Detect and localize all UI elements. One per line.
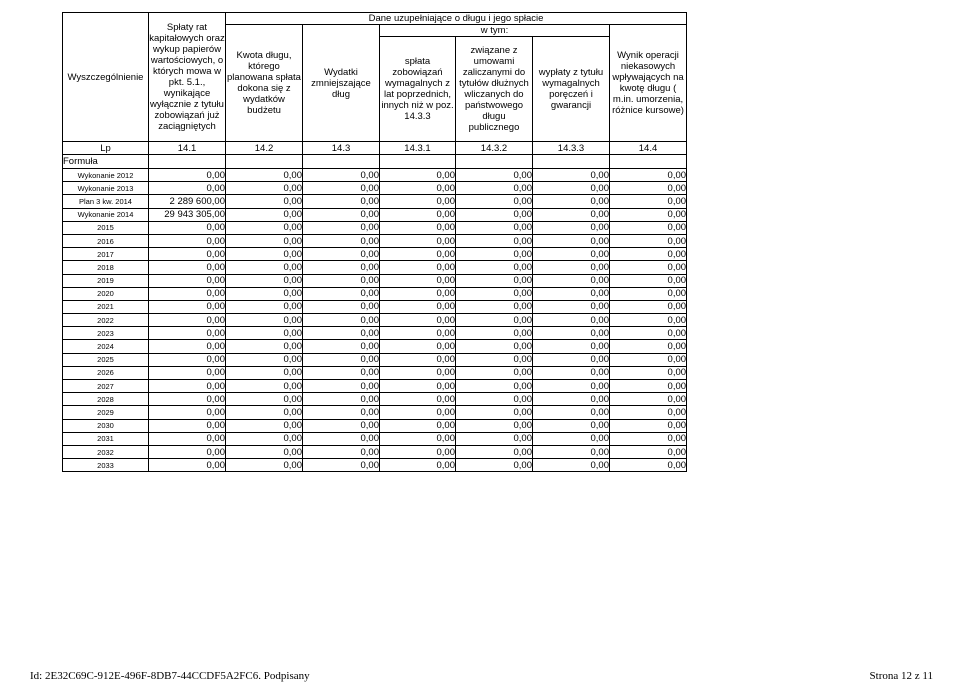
value-cell: 0,00: [533, 300, 610, 313]
value-cell: 0,00: [533, 182, 610, 195]
value-cell: 0,00: [303, 459, 380, 472]
row-label: 2023: [63, 327, 149, 340]
value-cell: 0,00: [226, 393, 303, 406]
value-cell: 0,00: [380, 366, 456, 379]
row-label: Wykonanie 2012: [63, 169, 149, 182]
value-cell: 0,00: [533, 340, 610, 353]
value-cell: 29 943 305,00: [149, 208, 226, 221]
value-cell: 0,00: [610, 459, 687, 472]
table-row: [63, 208, 687, 221]
header-14-4: Wynik operacji niekasowych wpływających na kwotę długu ( m.in. umorzenia, różnice kursowe): [610, 25, 687, 142]
value-cell: 0,00: [303, 406, 380, 419]
value-cell: 0,00: [610, 314, 687, 327]
row-label: 2031: [63, 432, 149, 445]
value-cell: 0,00: [226, 300, 303, 313]
value-cell: 0,00: [610, 406, 687, 419]
value-cell: 0,00: [610, 195, 687, 208]
value-cell: 0,00: [610, 380, 687, 393]
lp-code: 14.2: [226, 142, 303, 155]
value-cell: 0,00: [303, 287, 380, 300]
value-cell: 0,00: [610, 248, 687, 261]
value-cell: 0,00: [226, 287, 303, 300]
formula-cell: [380, 155, 456, 169]
value-cell: 0,00: [149, 459, 226, 472]
value-cell: 0,00: [380, 432, 456, 445]
table-row: [63, 393, 687, 406]
value-cell: 0,00: [610, 221, 687, 234]
value-cell: 0,00: [380, 195, 456, 208]
value-cell: 0,00: [456, 221, 533, 234]
table-row: [63, 327, 687, 340]
value-cell: 0,00: [303, 393, 380, 406]
row-label: 2020: [63, 287, 149, 300]
value-cell: 0,00: [226, 274, 303, 287]
value-cell: 0,00: [303, 353, 380, 366]
value-cell: 0,00: [380, 300, 456, 313]
value-cell: 0,00: [456, 432, 533, 445]
value-cell: 0,00: [226, 380, 303, 393]
value-cell: 0,00: [380, 340, 456, 353]
value-cell: 0,00: [456, 327, 533, 340]
value-cell: 0,00: [533, 432, 610, 445]
value-cell: 0,00: [226, 406, 303, 419]
value-cell: 0,00: [456, 261, 533, 274]
value-cell: 0,00: [226, 459, 303, 472]
value-cell: 0,00: [380, 287, 456, 300]
value-cell: 0,00: [533, 393, 610, 406]
row-label: 2033: [63, 459, 149, 472]
value-cell: 0,00: [456, 419, 533, 432]
row-label: 2027: [63, 380, 149, 393]
value-cell: 0,00: [226, 182, 303, 195]
value-cell: 0,00: [303, 182, 380, 195]
super-header: Dane uzupełniające o długu i jego spłacie: [226, 13, 687, 25]
row-label: 2026: [63, 366, 149, 379]
value-cell: 0,00: [149, 261, 226, 274]
header-14-3-2: związane z umowami zaliczanymi do tytułów dłużnych wliczanych do państwowego długu publicznego: [456, 37, 533, 142]
value-cell: 0,00: [303, 261, 380, 274]
row-label: 2019: [63, 274, 149, 287]
value-cell: 0,00: [533, 366, 610, 379]
value-cell: 0,00: [380, 261, 456, 274]
value-cell: 0,00: [149, 340, 226, 353]
table-row: [63, 380, 687, 393]
value-cell: 0,00: [149, 353, 226, 366]
value-cell: 0,00: [533, 406, 610, 419]
value-cell: 0,00: [226, 419, 303, 432]
value-cell: 0,00: [303, 419, 380, 432]
value-cell: 0,00: [226, 366, 303, 379]
table-row: [63, 366, 687, 379]
row-label: 2018: [63, 261, 149, 274]
value-cell: 0,00: [380, 182, 456, 195]
super-header-row: [63, 13, 687, 25]
table-row: [63, 248, 687, 261]
formula-cell: [456, 155, 533, 169]
value-cell: 0,00: [149, 248, 226, 261]
table-row: [63, 300, 687, 313]
value-cell: 0,00: [149, 300, 226, 313]
value-cell: 0,00: [149, 274, 226, 287]
value-cell: 0,00: [303, 300, 380, 313]
header-14-2: Kwota długu, którego planowana spłata dokona się z wydatków budżetu: [226, 25, 303, 142]
table-body: [63, 13, 687, 472]
formula-cell: [610, 155, 687, 169]
table-row: [63, 432, 687, 445]
formula-cell: [303, 155, 380, 169]
value-cell: 0,00: [226, 234, 303, 247]
value-cell: 0,00: [610, 419, 687, 432]
lp-code: 14.3.3: [533, 142, 610, 155]
value-cell: 0,00: [226, 432, 303, 445]
value-cell: 0,00: [533, 208, 610, 221]
row-label: 2017: [63, 248, 149, 261]
formula-cell: [149, 155, 226, 169]
value-cell: 0,00: [226, 314, 303, 327]
row-label: 2022: [63, 314, 149, 327]
table-row: [63, 287, 687, 300]
debt-data-table: [62, 12, 687, 472]
value-cell: 0,00: [380, 208, 456, 221]
value-cell: 0,00: [456, 340, 533, 353]
sub-header-w-tym: w tym:: [380, 25, 610, 37]
value-cell: 0,00: [610, 300, 687, 313]
value-cell: 0,00: [456, 300, 533, 313]
value-cell: 0,00: [303, 195, 380, 208]
header-14-1: Spłaty rat kapitałowych oraz wykup papierów wartościowych, o których mowa w pkt. 5.1., wynikające wyłącznie z tytułu zobowiązań już zaciągniętych: [149, 13, 226, 142]
value-cell: 0,00: [456, 445, 533, 458]
value-cell: 0,00: [226, 248, 303, 261]
value-cell: 0,00: [303, 208, 380, 221]
value-cell: 0,00: [380, 419, 456, 432]
value-cell: 0,00: [456, 366, 533, 379]
value-cell: 0,00: [456, 169, 533, 182]
lp-code: 14.1: [149, 142, 226, 155]
value-cell: 0,00: [226, 445, 303, 458]
value-cell: 0,00: [610, 208, 687, 221]
value-cell: 0,00: [380, 221, 456, 234]
value-cell: 0,00: [456, 393, 533, 406]
value-cell: 0,00: [380, 353, 456, 366]
value-cell: 0,00: [610, 274, 687, 287]
value-cell: 0,00: [610, 445, 687, 458]
value-cell: 0,00: [303, 445, 380, 458]
value-cell: 0,00: [149, 234, 226, 247]
value-cell: 0,00: [303, 380, 380, 393]
value-cell: 0,00: [149, 380, 226, 393]
value-cell: 0,00: [226, 221, 303, 234]
formula-row: [63, 155, 687, 169]
value-cell: 0,00: [533, 445, 610, 458]
row-label: 2015: [63, 221, 149, 234]
value-cell: 0,00: [149, 169, 226, 182]
row-label: 2028: [63, 393, 149, 406]
value-cell: 0,00: [533, 353, 610, 366]
table-row: [63, 445, 687, 458]
value-cell: 0,00: [610, 432, 687, 445]
value-cell: 0,00: [303, 327, 380, 340]
value-cell: 0,00: [533, 459, 610, 472]
value-cell: 0,00: [380, 393, 456, 406]
table-row: [63, 261, 687, 274]
value-cell: 0,00: [380, 234, 456, 247]
row-label: 2024: [63, 340, 149, 353]
value-cell: 0,00: [380, 406, 456, 419]
value-cell: 0,00: [149, 393, 226, 406]
value-cell: 0,00: [533, 169, 610, 182]
value-cell: 0,00: [226, 195, 303, 208]
row-label: 2016: [63, 234, 149, 247]
value-cell: 0,00: [456, 459, 533, 472]
value-cell: 0,00: [303, 234, 380, 247]
value-cell: 0,00: [303, 432, 380, 445]
lp-code: 14.3: [303, 142, 380, 155]
value-cell: 0,00: [303, 314, 380, 327]
row-label: 2030: [63, 419, 149, 432]
value-cell: 0,00: [610, 234, 687, 247]
value-cell: 0,00: [149, 287, 226, 300]
value-cell: 0,00: [149, 366, 226, 379]
value-cell: 0,00: [149, 314, 226, 327]
row-label: Wykonanie 2013: [63, 182, 149, 195]
value-cell: 0,00: [303, 221, 380, 234]
value-cell: 0,00: [303, 366, 380, 379]
value-cell: 0,00: [149, 221, 226, 234]
row-label: 2032: [63, 445, 149, 458]
value-cell: 0,00: [380, 314, 456, 327]
value-cell: 0,00: [456, 287, 533, 300]
value-cell: 0,00: [610, 182, 687, 195]
value-cell: 0,00: [456, 274, 533, 287]
value-cell: 0,00: [149, 327, 226, 340]
document-id-footer: Id: 2E32C69C-912E-496F-8DB7-44CCDF5A2FC6. Podpisany: [30, 670, 310, 682]
value-cell: 0,00: [456, 314, 533, 327]
value-cell: 0,00: [226, 353, 303, 366]
page-number-footer: Strona 12 z 11: [869, 670, 933, 682]
table-row: [63, 314, 687, 327]
value-cell: 0,00: [456, 182, 533, 195]
value-cell: 0,00: [149, 432, 226, 445]
header-14-3-3: wypłaty z tytułu wymagalnych poręczeń i gwarancji: [533, 37, 610, 142]
value-cell: 0,00: [533, 261, 610, 274]
value-cell: 0,00: [303, 274, 380, 287]
formula-cell: [533, 155, 610, 169]
lp-code: 14.3.2: [456, 142, 533, 155]
value-cell: 0,00: [380, 459, 456, 472]
value-cell: 0,00: [610, 327, 687, 340]
table-row: [63, 406, 687, 419]
value-cell: 0,00: [533, 221, 610, 234]
header-wyszczegolnienie: Wyszczególnienie: [63, 13, 149, 142]
table-row: [63, 459, 687, 472]
value-cell: 0,00: [610, 340, 687, 353]
value-cell: 0,00: [456, 234, 533, 247]
value-cell: 2 289 600,00: [149, 195, 226, 208]
value-cell: 0,00: [226, 169, 303, 182]
row-label: 2021: [63, 300, 149, 313]
row-label: Plan 3 kw. 2014: [63, 195, 149, 208]
value-cell: 0,00: [533, 248, 610, 261]
table-row: [63, 182, 687, 195]
value-cell: 0,00: [610, 287, 687, 300]
value-cell: 0,00: [226, 327, 303, 340]
row-label: 2029: [63, 406, 149, 419]
value-cell: 0,00: [303, 248, 380, 261]
value-cell: 0,00: [226, 261, 303, 274]
formula-label: Formuła: [63, 155, 149, 169]
value-cell: 0,00: [149, 182, 226, 195]
table-row: [63, 274, 687, 287]
value-cell: 0,00: [380, 169, 456, 182]
value-cell: 0,00: [149, 419, 226, 432]
value-cell: 0,00: [610, 393, 687, 406]
formula-cell: [226, 155, 303, 169]
value-cell: 0,00: [533, 327, 610, 340]
lp-label: Lp: [63, 142, 149, 155]
value-cell: 0,00: [149, 406, 226, 419]
value-cell: 0,00: [380, 274, 456, 287]
value-cell: 0,00: [380, 380, 456, 393]
value-cell: 0,00: [533, 380, 610, 393]
value-cell: 0,00: [303, 169, 380, 182]
table-row: [63, 353, 687, 366]
header-14-3: Wydatki zmniejszające dług: [303, 25, 380, 142]
value-cell: 0,00: [456, 248, 533, 261]
row-label: Wykonanie 2014: [63, 208, 149, 221]
value-cell: 0,00: [533, 195, 610, 208]
value-cell: 0,00: [456, 380, 533, 393]
value-cell: 0,00: [533, 234, 610, 247]
value-cell: 0,00: [380, 248, 456, 261]
value-cell: 0,00: [456, 353, 533, 366]
lp-code: 14.3.1: [380, 142, 456, 155]
table-row: [63, 169, 687, 182]
value-cell: 0,00: [610, 353, 687, 366]
value-cell: 0,00: [380, 327, 456, 340]
value-cell: 0,00: [533, 287, 610, 300]
value-cell: 0,00: [456, 406, 533, 419]
value-cell: 0,00: [456, 208, 533, 221]
value-cell: 0,00: [533, 314, 610, 327]
value-cell: 0,00: [533, 274, 610, 287]
table-row: [63, 221, 687, 234]
value-cell: 0,00: [226, 340, 303, 353]
lp-row: [63, 142, 687, 155]
value-cell: 0,00: [226, 208, 303, 221]
value-cell: 0,00: [380, 445, 456, 458]
value-cell: 0,00: [533, 419, 610, 432]
lp-code: 14.4: [610, 142, 687, 155]
table-row: [63, 195, 687, 208]
value-cell: 0,00: [610, 261, 687, 274]
table-row: [63, 340, 687, 353]
row-label: 2025: [63, 353, 149, 366]
table-row: [63, 234, 687, 247]
value-cell: 0,00: [610, 169, 687, 182]
value-cell: 0,00: [149, 445, 226, 458]
value-cell: 0,00: [456, 195, 533, 208]
table-row: [63, 419, 687, 432]
value-cell: 0,00: [610, 366, 687, 379]
header-14-3-1: spłata zobowiązań wymagalnych z lat poprzednich, innych niż w poz. 14.3.3: [380, 37, 456, 142]
value-cell: 0,00: [303, 340, 380, 353]
